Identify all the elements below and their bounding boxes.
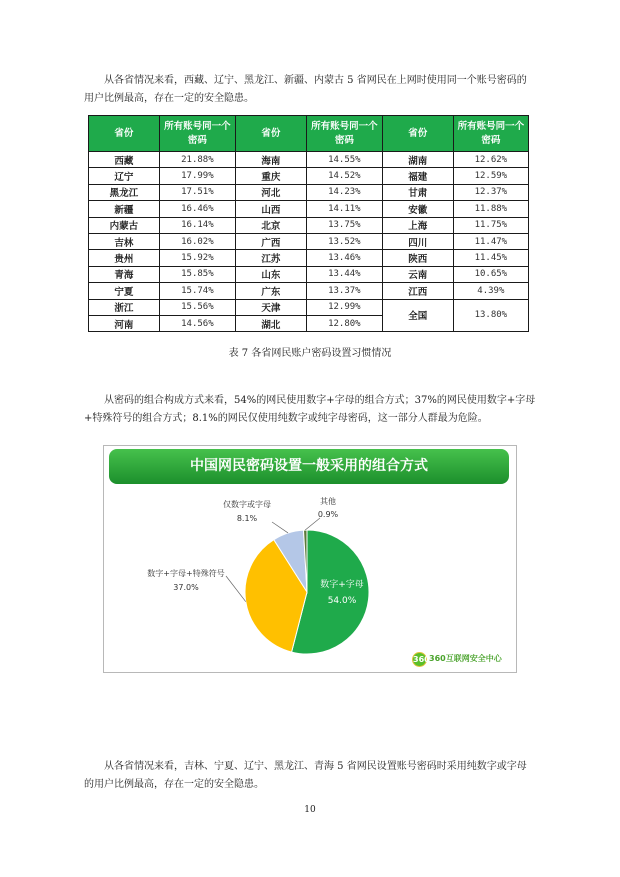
paragraph-password-composition: 从密码的组合构成方式来看，54%的网民使用数字+字母的组合方式；37%的网民使用数字+字母+特殊符号的组合方式；8.1%的网民仅使用纯数字或纯字母密码，这一部分人群最为危险。 (84, 395, 536, 424)
province-cell: 浙江 (89, 299, 160, 315)
percent-cell: 21.88% (159, 152, 235, 168)
percent-cell: 12.37% (453, 184, 528, 200)
percent-cell: 10.65% (453, 266, 528, 282)
slice-value-other: 0.9% (317, 510, 339, 519)
percent-cell: 17.51% (159, 184, 235, 200)
province-cell: 广西 (235, 233, 306, 249)
province-cell: 甘肃 (382, 184, 453, 200)
percent-cell: 13.52% (306, 233, 382, 249)
slice-label-digits-letters-symbols: 数字+字母+特殊符号 (147, 569, 225, 578)
header-same-password: 所有账号同一个密码 (159, 116, 235, 152)
header-province: 省份 (89, 116, 160, 152)
province-cell: 河南 (89, 315, 160, 331)
percent-cell: 11.47% (453, 233, 528, 249)
province-cell: 湖南 (382, 152, 453, 168)
slice-value-digits-letters-symbols: 37.0% (173, 583, 199, 592)
percent-cell: 14.23% (306, 184, 382, 200)
slice-label-other: 其他 (320, 497, 336, 506)
percent-cell: 13.37% (306, 283, 382, 299)
province-cell: 山东 (235, 266, 306, 282)
pie-chart-frame (103, 445, 517, 673)
province-cell: 贵州 (89, 250, 160, 266)
logo-360 (412, 651, 512, 667)
slice-value-digits-or-letters-only: 8.1% (236, 514, 258, 523)
percent-cell: 16.14% (159, 217, 235, 233)
table-row (89, 217, 529, 233)
percent-cell: 11.45% (453, 250, 528, 266)
province-cell: 山西 (235, 201, 306, 217)
percent-cell: 15.92% (159, 250, 235, 266)
province-cell: 福建 (382, 168, 453, 184)
percent-cell: 12.99% (306, 299, 382, 315)
percent-cell: 16.46% (159, 201, 235, 217)
percent-cell: 4.39% (453, 283, 528, 299)
province-cell: 天津 (235, 299, 306, 315)
table-row (89, 250, 529, 266)
slice-value-digits-letters: 54.0% (327, 596, 357, 606)
province-cell: 江西 (382, 283, 453, 299)
province-cell: 河北 (235, 184, 306, 200)
table-caption: 表 7 各省网民账户密码设置习惯情况 (228, 348, 392, 359)
percent-cell: 17.99% (159, 168, 235, 184)
chart-title: 中国网民密码设置一般采用的组合方式 (190, 458, 428, 474)
province-cell: 安徽 (382, 201, 453, 217)
paragraph-pure-digit-provinces: 从各省情况来看，吉林、宁夏、辽宁、黑龙江、青海 5 省网民设置账号密码时采用纯数字或字母的用户比例最高，存在一定的安全隐患。 (84, 761, 527, 790)
percent-cell: 13.75% (306, 217, 382, 233)
province-cell: 湖北 (235, 315, 306, 331)
province-cell: 海南 (235, 152, 306, 168)
paragraph-province-intro: 从各省情况来看，西藏、辽宁、黑龙江、新疆、内蒙古 5 省网民在上网时使用同一个账号密码的用户比例最高，存在一定的安全隐患。 (84, 75, 527, 104)
table-row (89, 168, 529, 184)
header-same-password: 所有账号同一个密码 (306, 116, 382, 152)
province-cell: 宁夏 (89, 283, 160, 299)
leader-line-symbols (226, 576, 246, 602)
province-cell: 云南 (382, 266, 453, 282)
table-row (89, 184, 529, 200)
table-row (89, 283, 529, 299)
province-cell: 上海 (382, 217, 453, 233)
table-row (89, 299, 529, 315)
percent-cell: 12.62% (453, 152, 528, 168)
province-cell: 吉林 (89, 233, 160, 249)
leader-line-other (305, 518, 320, 530)
percent-cell: 11.88% (453, 201, 528, 217)
percent-cell: 14.11% (306, 201, 382, 217)
province-cell: 重庆 (235, 168, 306, 184)
province-cell: 西藏 (89, 152, 160, 168)
percent-cell: 15.85% (159, 266, 235, 282)
percent-cell: 12.80% (306, 315, 382, 331)
logo-mark-icon: 360 (412, 652, 427, 667)
leader-line-only (272, 522, 288, 533)
province-cell: 黑龙江 (89, 184, 160, 200)
national-value-cell: 13.80% (453, 299, 528, 332)
province-cell: 内蒙古 (89, 217, 160, 233)
table-row (89, 233, 529, 249)
slice-label-digits-letters: 数字+字母 (320, 580, 364, 590)
national-label-cell: 全国 (382, 299, 453, 332)
table-header-row (89, 116, 529, 152)
province-cell: 四川 (382, 233, 453, 249)
province-cell: 陕西 (382, 250, 453, 266)
percent-cell: 14.52% (306, 168, 382, 184)
logo-text: 360互联网安全中心 (429, 654, 502, 663)
table-row (89, 152, 529, 168)
percent-cell: 14.56% (159, 315, 235, 331)
percent-cell: 15.74% (159, 283, 235, 299)
page-number: 10 (304, 805, 316, 815)
header-province: 省份 (235, 116, 306, 152)
province-cell: 江苏 (235, 250, 306, 266)
header-province: 省份 (382, 116, 453, 152)
slice-label-digits-or-letters-only: 仅数字或字母 (223, 500, 271, 509)
percent-cell: 15.56% (159, 299, 235, 315)
percent-cell: 14.55% (306, 152, 382, 168)
percent-cell: 13.46% (306, 250, 382, 266)
header-same-password: 所有账号同一个密码 (453, 116, 528, 152)
province-password-table (88, 115, 529, 332)
province-cell: 青海 (89, 266, 160, 282)
province-cell: 广东 (235, 283, 306, 299)
province-cell: 新疆 (89, 201, 160, 217)
province-cell: 北京 (235, 217, 306, 233)
table-row (89, 201, 529, 217)
province-cell: 辽宁 (89, 168, 160, 184)
table-row (89, 266, 529, 282)
percent-cell: 11.75% (453, 217, 528, 233)
percent-cell: 16.02% (159, 233, 235, 249)
pie-chart (104, 446, 516, 672)
percent-cell: 12.59% (453, 168, 528, 184)
percent-cell: 13.44% (306, 266, 382, 282)
